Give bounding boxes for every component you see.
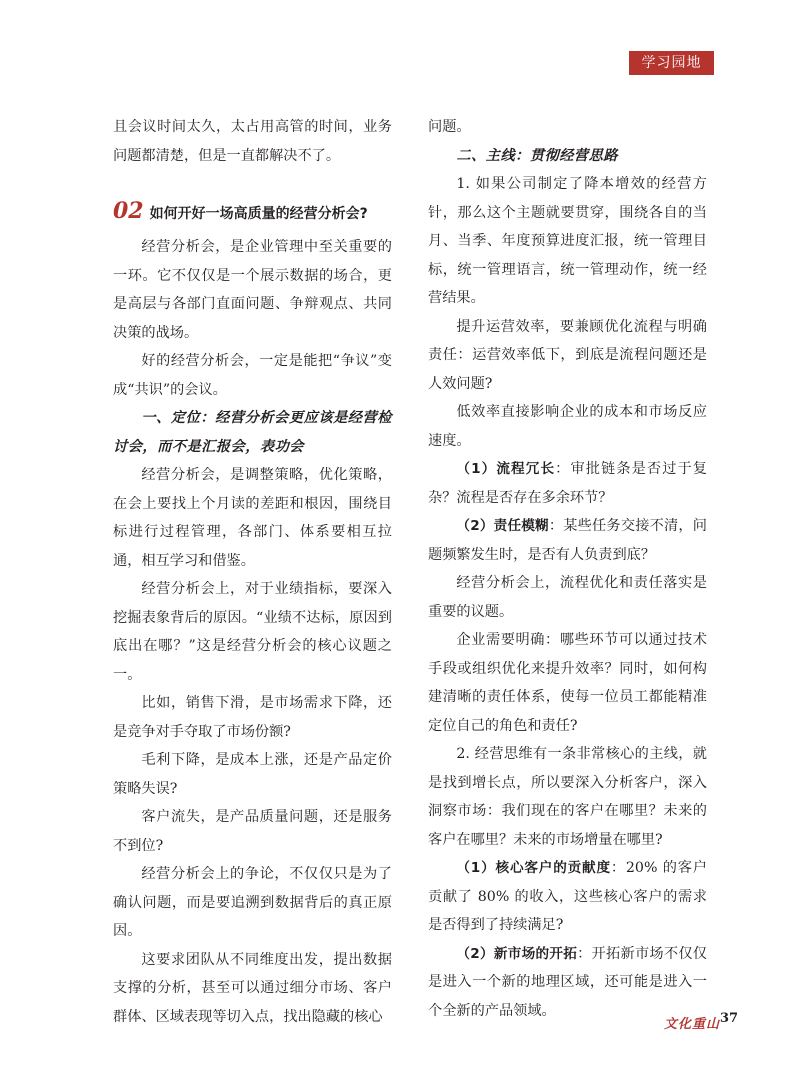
paragraph: 客户流失，是产品质量问题，还是服务不到位? xyxy=(113,809,392,854)
paragraph: 毛利下降，是成本上涨，还是产品定价策略失误? xyxy=(113,752,392,797)
paragraph: 比如，销售下滑，是市场需求下降，还是竞争对手夺取了市场份额? xyxy=(113,695,392,740)
item-text: ：某些任务交接不清，问题频繁发生时，是否有人负责到底？ xyxy=(428,518,707,563)
paragraph: 这要求团队从不同维度出发，提出数据支撑的分析，甚至可以通过细分市场、客户群体、区域表现等切入点，找出隐藏的核心 xyxy=(113,951,392,1025)
list-item xyxy=(428,854,707,940)
paragraph: 1. 如果公司制定了降本增效的经营方针，那么这个主题就要贯穿，围绕各自的当月、当季、年度预算进度汇报，统一管理目标，统一管理语言，统一管理动作，统一经营结果。 xyxy=(428,176,707,306)
list-item xyxy=(428,512,707,569)
paragraph: 经营分析会上，对于业绩指标，要深入挖掘表象背后的原因。“业绩不达标，原因到底出在哪？”这是经营分析会的核心议题之一。 xyxy=(113,581,392,683)
section-title: 如何开好一场高质量的经营分析会? xyxy=(149,206,368,222)
left-column xyxy=(113,113,392,1031)
paragraph: 提升运营效率，要兼顾优化流程与明确责任：运营效率低下，到底是流程问题还是人效问题? xyxy=(428,318,707,392)
section-number: 02 xyxy=(113,198,144,224)
paragraph: 经营分析会上的争论，不仅仅只是为了确认问题，而是要追溯到数据背后的真正原因。 xyxy=(113,866,392,939)
paragraph: 经营分析会，是企业管理中至关重要的一环。它不仅仅是一个展示数据的场合，更是高层与各部门直面问题、争辩观点、共同决策的战场。 xyxy=(113,239,392,341)
paragraph: 问题。 xyxy=(428,119,471,135)
section-heading xyxy=(113,196,392,229)
paragraph: 低效率直接影响企业的成本和市场反应速度。 xyxy=(428,404,707,449)
subheading: 二、主线：贯彻经营思路 xyxy=(456,147,618,164)
item-text: ：审批链条是否过于复杂？流程是否存在多余环节？ xyxy=(428,461,707,506)
paragraph: 企业需要明确：哪些环节可以通过技术手段或组织优化来提升效率？同时，如何构建清晰的责任体系，使每一位员工都能精准定位自己的角色和责任? xyxy=(428,632,707,734)
item-label: （2）责任模糊 xyxy=(456,518,549,534)
paragraph: 经营分析会上，流程优化和责任落实是重要的议题。 xyxy=(428,575,707,620)
section-tag: 学习园地 xyxy=(629,51,714,75)
page-number: 37 xyxy=(720,1011,739,1026)
item-text: ：20% 的客户贡献了 80% 的收入，这些核心客户的需求是否得到了持续满足? xyxy=(428,860,707,933)
item-label: （1）核心客户的贡献度 xyxy=(456,860,611,876)
item-label: （2）新市场的开拓 xyxy=(456,945,578,962)
list-item xyxy=(428,455,707,512)
subheading: 一、定位：经营分析会更应该是经营检讨会，而不是汇报会，表功会 xyxy=(113,410,392,455)
magazine-logo: 文化重山 xyxy=(664,1017,721,1032)
paragraph: 且会议时间太久，太占用高管的时间，业务问题都清楚，但是一直都解决不了。 xyxy=(113,119,392,164)
item-label: （1）流程冗长 xyxy=(456,461,556,477)
right-column xyxy=(428,113,707,1025)
item-text: ：开拓新市场不仅仅是进入一个新的地理区域，还可能是进入一个全新的产品领域。 xyxy=(428,945,707,1019)
paragraph: 经营分析会，是调整策略，优化策略，在会上要找上个月读的差距和根因，围绕目标进行过程管理，各部门、体系要相互拉通，相互学习和借鉴。 xyxy=(113,467,392,569)
paragraph: 好的经营分析会，一定是能把“争议”变成“共识”的会议。 xyxy=(113,353,392,398)
paragraph: 2. 经营思维有一条非常核心的主线，就是找到增长点，所以要深入分析客户，深入洞察市场：我们现在的客户在哪里？未来的客户在哪里？未来的市场增量在哪里? xyxy=(428,746,707,848)
